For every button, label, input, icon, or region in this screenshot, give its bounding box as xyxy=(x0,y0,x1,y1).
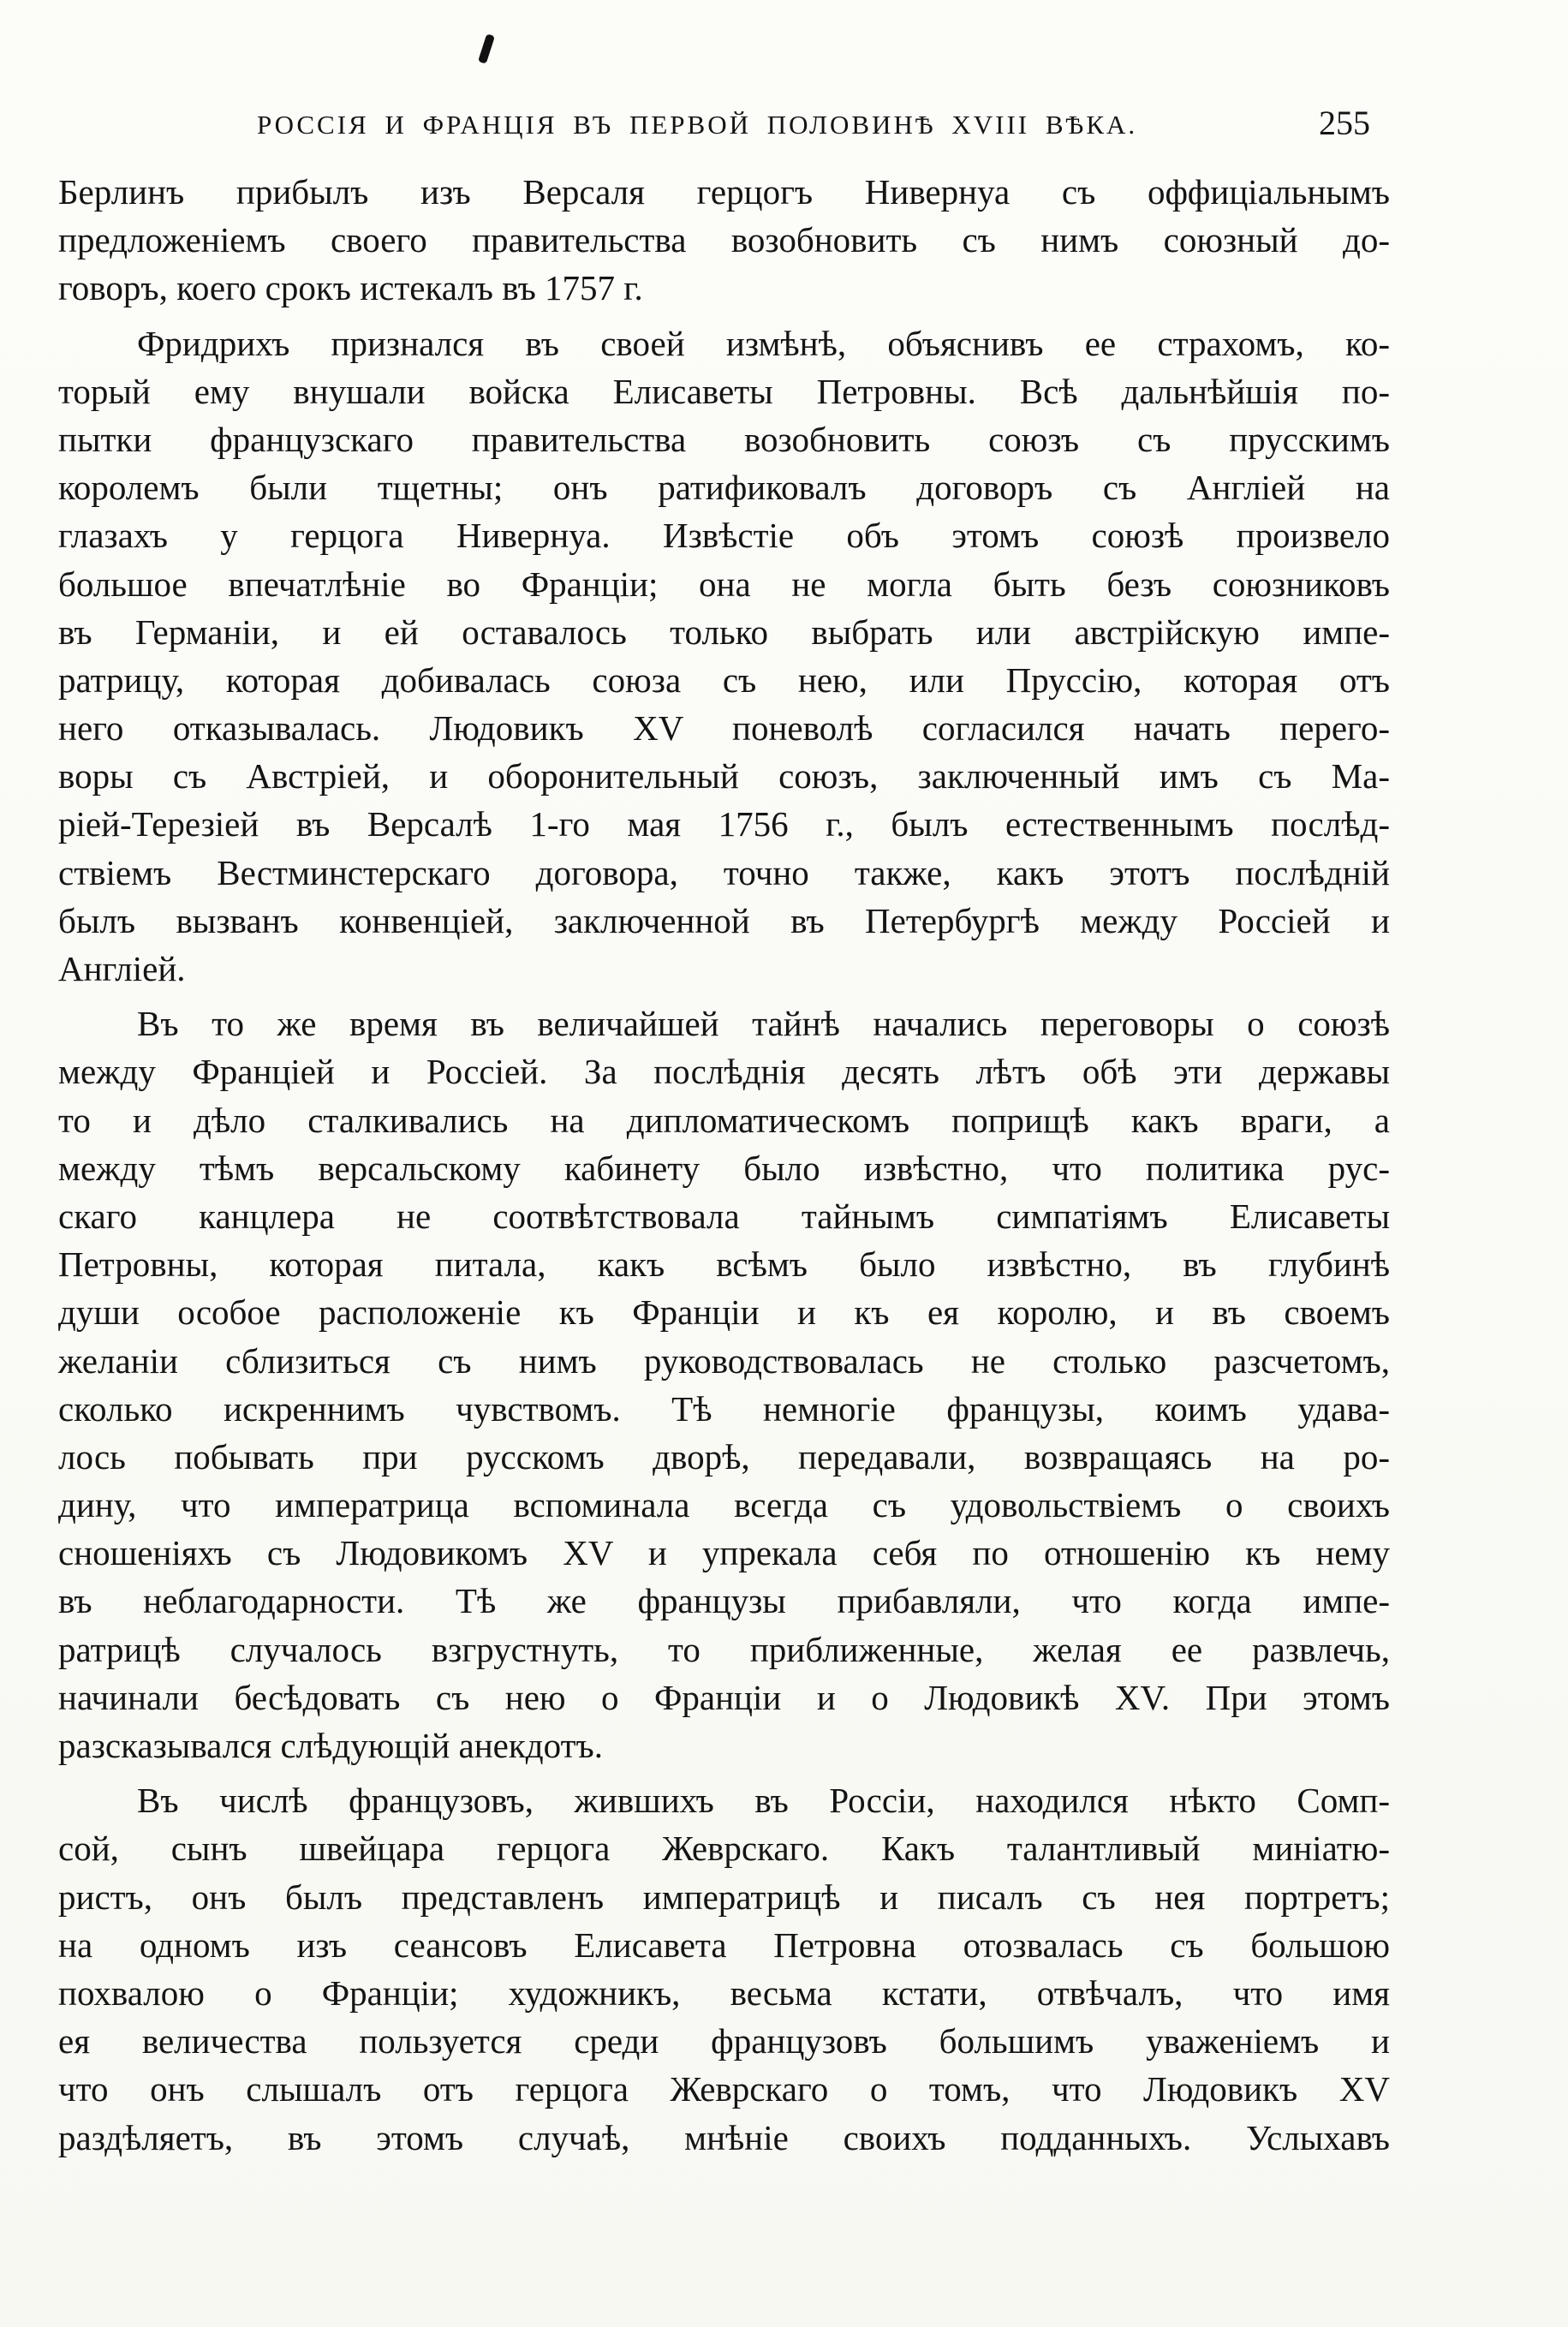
text-line: то и дѣло сталкивались на дипломатическомъ поприщѣ какъ враги, а xyxy=(58,1100,1390,1140)
text-line: раздѣляетъ, въ этомъ случаѣ, мнѣніе своихъ подданныхъ. Услыхавъ xyxy=(58,2117,1390,2157)
text-line: на одномъ изъ сеансовъ Елисавета Петровна отозвалась съ большою xyxy=(58,1924,1390,1965)
paragraph xyxy=(58,168,1390,313)
text-line: разсказывался слѣдующій анекдотъ. xyxy=(58,1726,603,1765)
page-header xyxy=(257,103,1370,154)
paragraph xyxy=(58,999,1390,1769)
text-line: ратрицу, которая добивалась союза съ нею, или Пруссію, которая отъ xyxy=(58,659,1390,700)
text-line: торый ему внушали войска Елисаветы Петровны. Всѣ дальнѣйшія по- xyxy=(58,371,1390,411)
text-line: лось побывать при русскомъ дворѣ, передавали, возвращаясь на ро- xyxy=(58,1436,1390,1477)
paragraph xyxy=(58,319,1390,993)
text-line: ратрицѣ случалось взгрустнуть, то приближенные, желая ее развлечь, xyxy=(58,1629,1390,1669)
text-line: Англіей. xyxy=(58,949,186,988)
text-line: желаніи сблизиться съ нимъ руководствовалась не столько разсчетомъ, xyxy=(58,1340,1390,1381)
text-line: Въ то же время въ величайшей тайнѣ начались переговоры о союзѣ xyxy=(137,1004,1390,1044)
text-line: сношеніяхъ съ Людовикомъ XV и упрекала себя по отношенію къ нему xyxy=(58,1533,1390,1573)
text-line: ристъ, онъ былъ представленъ императрицѣ и писалъ съ нея портретъ; xyxy=(58,1877,1390,1917)
text-line: въ неблагодарности. Тѣ же французы прибавляли, что когда импе- xyxy=(58,1581,1390,1621)
text-line: похвалою о Франціи; художникъ, весьма кстати, отвѣчалъ, что имя xyxy=(58,1972,1390,2013)
text-line: королемъ были тщетны; онъ ратификовалъ договоръ съ Англіей на xyxy=(58,468,1390,508)
text-line: глазахъ у герцога Нивернуа. Извѣстіе объ этомъ союзѣ произвело xyxy=(58,516,1390,556)
text-line: между Франціей и Россіей. За послѣднія десять лѣтъ обѣ эти державы xyxy=(58,1052,1390,1092)
text-line: пытки французскаго правительства возобновить союзъ съ прусскимъ xyxy=(58,419,1390,459)
text-line: сой, сынъ швейцара герцога Жеврскаго. Какъ талантливый миніатю- xyxy=(58,1829,1390,1869)
text-line: Берлинъ прибылъ изъ Версаля герцогъ Нивернуа съ оффиціальнымъ xyxy=(58,172,1390,212)
running-title: РОССІЯ И ФРАНЦІЯ ВЪ ПЕРВОЙ ПОЛОВИНѢ XVIII ВѢКА. xyxy=(257,110,1138,140)
text-line: говоръ, коего срокъ истекалъ въ 1757 г. xyxy=(58,268,643,308)
text-line: него отказывалась. Людовикъ XV поневолѣ согласился начать перего- xyxy=(58,708,1390,749)
paragraph xyxy=(58,1776,1390,2162)
page-number: 255 xyxy=(1319,104,1370,142)
text-line: ріей-Терезіей въ Версалѣ 1-го мая 1756 г., былъ естественнымъ послѣд- xyxy=(58,804,1390,844)
text-line: души особое расположеніе къ Франціи и къ ея королю, и въ своемъ xyxy=(58,1292,1390,1333)
ink-mark xyxy=(478,33,495,63)
text-line: ствіемъ Вестминстерскаго договора, точно также, какъ этотъ послѣдній xyxy=(58,852,1390,892)
text-line: что онъ слышалъ отъ герцога Жеврскаго о томъ, что Людовикъ XV xyxy=(58,2069,1390,2109)
text-line: сколько искреннимъ чувствомъ. Тѣ немногіе французы, коимъ удава- xyxy=(58,1388,1390,1429)
text-line: предложеніемъ своего правительства возобновить съ нимъ союзный до- xyxy=(58,220,1390,260)
body-text xyxy=(58,168,1390,2162)
text-line: дину, что императрица вспоминала всегда съ удовольствіемъ о своихъ xyxy=(58,1485,1390,1525)
text-line: между тѣмъ версальскому кабинету было извѣстно, что политика рус- xyxy=(58,1148,1390,1188)
text-line: Въ числѣ французовъ, жившихъ въ Россіи, находился нѣкто Сомп- xyxy=(137,1781,1390,1821)
text-line: Петровны, которая питала, какъ всѣмъ было извѣстно, въ глубинѣ xyxy=(58,1244,1390,1285)
text-line: Фридрихъ признался въ своей измѣнѣ, объяснивъ ее страхомъ, ко- xyxy=(137,323,1390,363)
text-line: начинали бесѣдовать съ нею о Франціи и о Людовикѣ XV. При этомъ xyxy=(58,1677,1390,1717)
text-line: скаго канцлера не соотвѣтствовала тайнымъ симпатіямъ Елисаветы xyxy=(58,1196,1390,1236)
text-line: въ Германіи, и ей оставалось только выбрать или австрійскую импе- xyxy=(58,612,1390,652)
text-line: воры съ Австріей, и оборонительный союзъ, заключенный имъ съ Ма- xyxy=(58,756,1390,797)
text-line: былъ вызванъ конвенціей, заключенной въ Петербургѣ между Россіей и xyxy=(58,900,1390,940)
text-line: ея величества пользуется среди французовъ большимъ уваженіемъ и xyxy=(58,2021,1390,2061)
text-line: большое впечатлѣніе во Франціи; она не могла быть безъ союзниковъ xyxy=(58,564,1390,604)
